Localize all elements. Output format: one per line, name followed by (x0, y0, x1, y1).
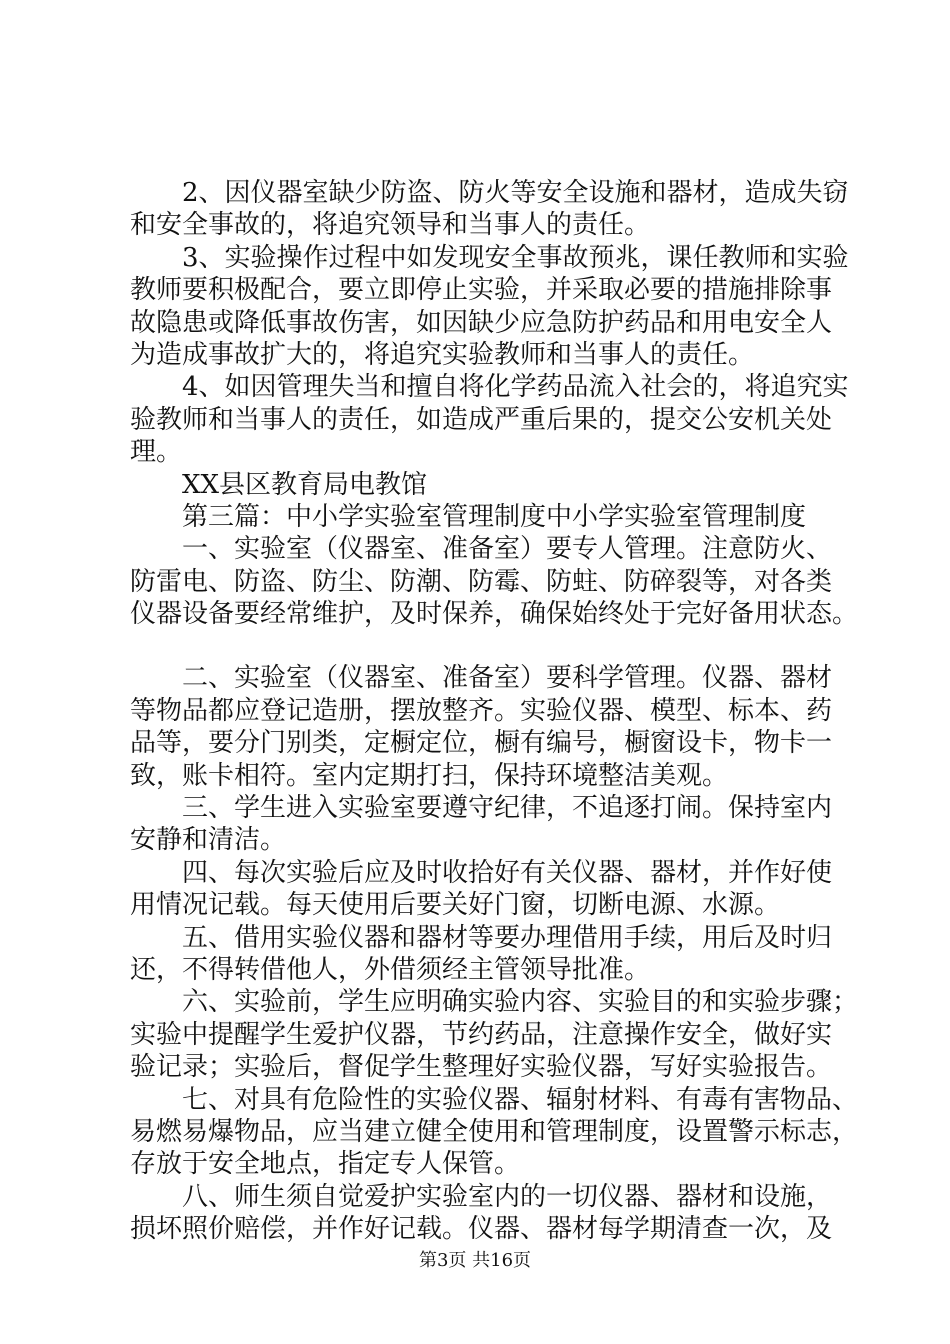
text-line: 五、借用实验仪器和器材等要办理借用手续，用后及时归 (182, 922, 833, 953)
text-line: 等物品都应登记造册，摆放整齐。实验仪器、模型、标本、药 (130, 695, 833, 726)
text-line: 仪器设备要经常维护，及时保养，确保始终处于完好备用状态。 (130, 599, 859, 630)
text-line: 为造成事故扩大的，将追究实验教师和当事人的责任。 (130, 339, 755, 370)
text-line: 故隐患或降低事故伤害，如因缺少应急防护药品和用电安全人 (130, 307, 833, 338)
text-line: 品等，要分门别类，定橱定位，橱有编号，橱窗设卡，物卡一 (130, 728, 833, 759)
text-line: 致，账卡相符。室内定期打扫，保持环境整洁美观。 (130, 760, 729, 791)
text-line: 损坏照价赔偿，并作好记载。仪器、器材每学期清查一次，及 (130, 1214, 833, 1245)
text-line: 安静和清洁。 (130, 825, 287, 856)
text-line: 易燃易爆物品，应当建立健全使用和管理制度，设置警示标志， (130, 1116, 859, 1147)
page-footer: 第3页 共16页 (418, 1250, 532, 1271)
text-line: 防雷电、防盗、防尘、防潮、防霉、防蛀、防碎裂等，对各类 (130, 566, 833, 597)
text-line: 一、实验室（仪器室、准备室）要专人管理。注意防火、 (182, 534, 833, 565)
text-line: 验教师和当事人的责任，如造成严重后果的，提交公安机关处 (130, 404, 833, 435)
text-line: 验记录；实验后，督促学生整理好实验仪器，写好实验报告。 (130, 1052, 833, 1083)
text-line: 四、每次实验后应及时收拾好有关仪器、器材，并作好使 (182, 857, 833, 888)
text-line: 用情况记载。每天使用后要关好门窗，切断电源、水源。 (130, 890, 781, 921)
text-line: 教师要积极配合，要立即停止实验，并采取必要的措施排除事 (130, 275, 833, 306)
text-line: 4、如因管理失当和擅自将化学药品流入社会的，将追究实 (182, 372, 849, 403)
text-line: 三、学生进入实验室要遵守纪律，不追逐打闹。保持室内 (182, 793, 833, 824)
text-line: 实验中提醒学生爱护仪器，节约药品，注意操作安全，做好实 (130, 1019, 833, 1050)
text-line: 存放于安全地点，指定专人保管。 (130, 1149, 521, 1180)
text-line: 理。 (130, 437, 183, 468)
text-line: XX县区教育局电教馆 (182, 469, 428, 500)
text-line: 二、实验室（仪器室、准备室）要科学管理。仪器、器材 (182, 663, 833, 694)
text-line: 第三篇：中小学实验室管理制度中小学实验室管理制度 (182, 501, 807, 532)
text-line: 3、实验操作过程中如发现安全事故预兆，课任教师和实验 (182, 242, 849, 273)
text-line: 七、对具有危险性的实验仪器、辐射材料、有毒有害物品、 (182, 1084, 859, 1115)
text-line: 和安全事故的，将追究领导和当事人的责任。 (130, 210, 651, 241)
text-line: 还，不得转借他人，外借须经主管领导批准。 (130, 954, 651, 985)
document-body (130, 177, 859, 1246)
text-line: 2、因仪器室缺少防盗、防火等安全设施和器材，造成失窃 (182, 178, 849, 208)
text-line: 六、实验前，学生应明确实验内容、实验目的和实验步骤； (182, 987, 859, 1018)
text-line: 八、师生须自觉爱护实验室内的一切仪器、器材和设施， (182, 1181, 833, 1212)
